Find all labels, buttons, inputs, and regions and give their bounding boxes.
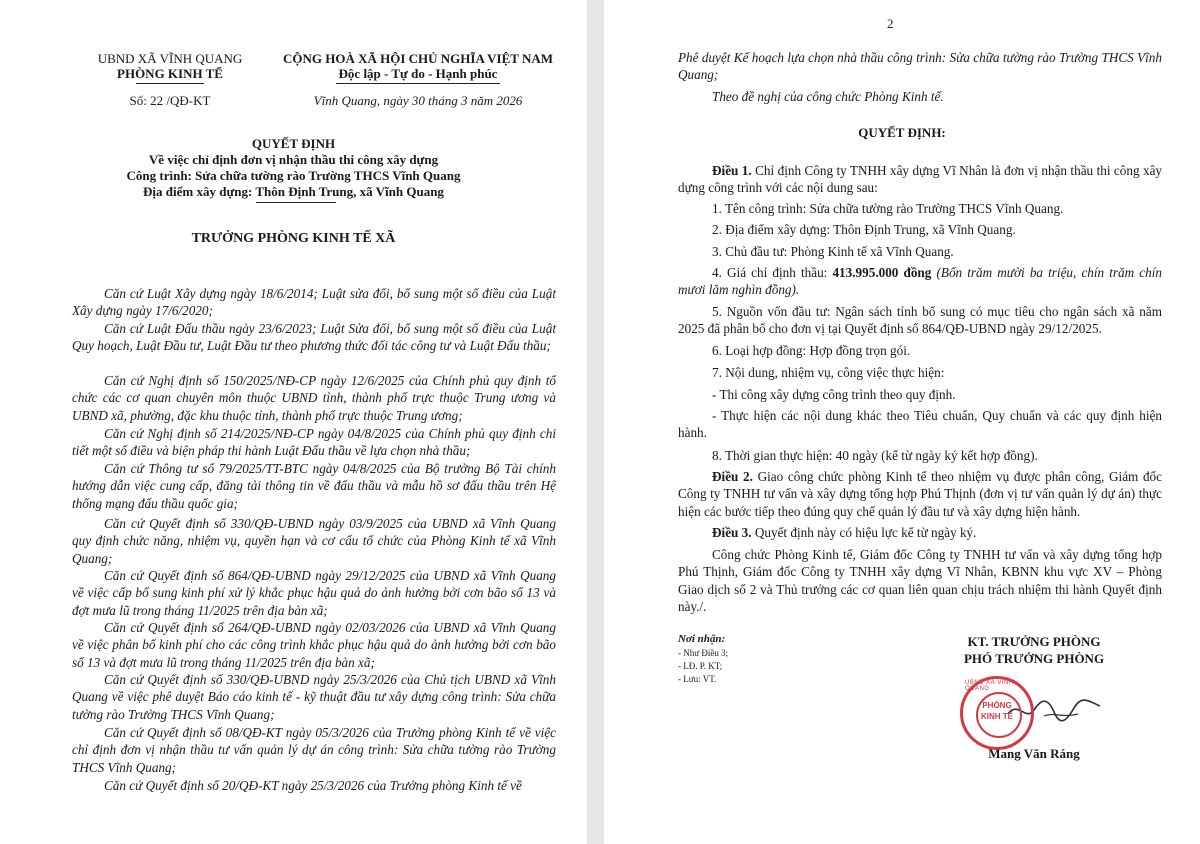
motto: Độc lập - Tự do - Hạnh phúc bbox=[338, 66, 498, 81]
responsibility-paragraph: Công chức Phòng Kinh tế, Giám đốc Công ty TNHH tư vấn và xây dựng tổng hợp Phú Thịnh, Giám đốc Công ty TNHH xây dựng Vĩ Nhân, KBNN khu vực XV – Phòng Giao dịch số 2 và Thủ trưởng các cơ quan liên quan chịu trách nhiệm thi hành Quyết định này./. bbox=[678, 547, 1162, 615]
ground-9: Căn cứ Quyết định số 330/QĐ-UBND ngày 25/3/2026 của Chủ tịch UBND xã Vĩnh Quang về việc phê duyệt Báo cáo kinh tế - kỹ thuật đầu tư xây dựng công trình: Sửa chữa tường rào Trường THCS Vĩnh Quang; bbox=[72, 672, 556, 722]
ground-8: Căn cứ Quyết định số 264/QĐ-UBND ngày 02/03/2026 của UBND xã Vĩnh Quang về việc phân bổ kinh phí cho các công trình khắc phục hậu quả do ảnh hưởng bởi cơn bão số 13 và đợt mưa lũ trong tháng 11/2025 trên địa bàn xã; bbox=[72, 620, 556, 670]
recipient-3: - Lưu: VT. bbox=[678, 674, 717, 684]
ground-10: Căn cứ Quyết định số 08/QĐ-KT ngày 05/3/2026 của Trưởng phòng Kinh tế về việc chỉ định đơn vị nhận thầu tư vấn quản lý dự án công trình: Sửa chữa tường rào Trường THCS Vĩnh Quang; bbox=[72, 725, 556, 775]
item-4-prefix: 4. Giá chỉ định thầu: bbox=[712, 265, 833, 280]
item-6: 6. Loại hợp đồng: Hợp đồng trọn gói. bbox=[712, 343, 911, 358]
motto-underline bbox=[336, 83, 500, 84]
org-underline bbox=[136, 83, 204, 84]
title-underline bbox=[256, 202, 336, 203]
item-4 bbox=[678, 264, 1162, 299]
doc-number: Số: 22 /QĐ-KT bbox=[129, 93, 211, 108]
official-seal bbox=[960, 676, 1034, 750]
ground-1: Căn cứ Luật Xây dựng ngày 18/6/2014; Luật sửa đổi, bổ sung một số điều của Luật Xây dựng ngày 17/6/2020; bbox=[72, 286, 556, 319]
article-3-label: Điều 3. bbox=[712, 525, 752, 540]
sign-line-2: PHÓ TRƯỞNG PHÒNG bbox=[963, 651, 1105, 666]
article-1-text: Chỉ định Công ty TNHH xây dựng Vĩ Nhân là đơn vị nhận thầu thi công xây dựng công trình với các nội dung sau: bbox=[678, 163, 1163, 196]
project-location: Địa điểm xây dựng: Thôn Định Trung, xã Vĩnh Quang bbox=[143, 184, 444, 199]
ground-4: Căn cứ Nghị định số 214/2025/NĐ-CP ngày 04/8/2025 của Chính phủ quy định chi tiết một số điều và biện pháp thi hành Luật Đấu thầu về lựa chọn nhà thầu; bbox=[72, 426, 556, 459]
ground-11: Căn cứ Quyết định số 20/QĐ-KT ngày 25/3/2026 của Trưởng phòng Kinh tế về bbox=[104, 778, 522, 793]
ground-6: Căn cứ Quyết định số 330/QĐ-UBND ngày 03/9/2025 của UBND xã Vĩnh Quang quy định chức năng, nhiệm vụ, quyền hạn và cơ cấu tổ chức của Phòng Kinh tế xã Vĩnh Quang; bbox=[72, 516, 556, 566]
item-4-words: (Bốn trăm mười ba triệu, chín trăm chín mươi lăm nghìn đồng). bbox=[678, 265, 1163, 298]
article-1 bbox=[678, 162, 1162, 197]
continued-ground: Phê duyệt Kế hoạch lựa chọn nhà thầu công trình: Sửa chữa tường rào Trường THCS Vĩnh Quang; bbox=[678, 50, 1162, 83]
seal-text-1: PHÒNG bbox=[982, 701, 1012, 710]
item-8: 8. Thời gian thực hiện: 40 ngày (kể từ ngày ký kết hợp đồng). bbox=[712, 448, 1038, 463]
article-3-text: Quyết định này có hiệu lực kể từ ngày ký. bbox=[751, 525, 977, 540]
ground-7: Căn cứ Quyết định số 864/QĐ-UBND ngày 29/12/2025 của UBND xã Vĩnh Quang về việc cấp bổ sung kinh phí xử lý khắc phục hậu quả do ảnh hưởng bởi cơn bão số 13 và đợt mưa lũ trong tháng 11/2025 trên địa bàn xã; bbox=[72, 568, 556, 618]
document-page-1 bbox=[0, 0, 587, 844]
seal-ring-text: UBND XÃ VĨNH QUANG bbox=[965, 680, 1014, 692]
ground-5: Căn cứ Thông tư số 79/2025/TT-BTC ngày 04/8/2025 của Bộ trưởng Bộ Tài chính hướng dẫn việc cung cấp, đăng tải thông tin về đấu thầu và mẫu hồ sơ đấu thầu trên Hệ thống mạng đấu thầu quốc gia; bbox=[72, 461, 556, 511]
article-3 bbox=[712, 524, 976, 541]
ground-2: Căn cứ Luật Đấu thầu ngày 23/6/2023; Luật Sửa đổi, bổ sung một số điều của Luật Quy hoạch, Luật Đầu tư, Luật Đầu tư theo phương thức đối tác công tư và Luật Đấu thầu; bbox=[72, 321, 556, 354]
article-2-text: Giao công chức phòng Kinh tế theo nhiệm vụ được phân công, Giám đốc Công ty TNHH tư vấn và xây dựng tổng hợp Phú Thịnh (đơn vị tư vấn quản lý dự án) thực hiện các bước tiếp theo đúng quy chế quản lý đầu tư và xây dựng hiện hành. bbox=[678, 469, 1163, 519]
recipients-title: Nơi nhận: bbox=[678, 633, 726, 645]
item-7b: - Thực hiện các nội dung khác theo Tiêu chuẩn, Quy chuẩn và các quy định hiện hành. bbox=[678, 408, 1162, 441]
decision-heading: QUYẾT ĐỊNH: bbox=[858, 125, 946, 140]
org-dept: PHÒNG KINH TẾ bbox=[117, 66, 223, 81]
item-3: 3. Chủ đầu tư: Phòng Kinh tế xã Vĩnh Quang. bbox=[712, 244, 954, 259]
org-top: UBND XÃ VĨNH QUANG bbox=[97, 51, 243, 66]
decision-subject: Về việc chỉ định đơn vị nhận thầu thi công xây dựng bbox=[148, 152, 439, 167]
seal-text-2: KINH TẾ bbox=[981, 712, 1013, 721]
item-1: 1. Tên công trình: Sửa chữa tường rào Trường THCS Vĩnh Quang. bbox=[712, 201, 1064, 216]
page-number: 2 bbox=[887, 16, 894, 31]
article-1-label: Điều 1. bbox=[712, 163, 752, 178]
item-7a: - Thi công xây dựng công trình theo quy định. bbox=[712, 387, 956, 402]
recipient-2: - LĐ. P. KT; bbox=[678, 661, 723, 671]
project-name: Công trình: Sửa chữa tường rào Trường THCS Vĩnh Quang bbox=[126, 168, 461, 183]
place-date: Vĩnh Quang, ngày 30 tháng 3 năm 2026 bbox=[313, 93, 523, 108]
article-2-label: Điều 2. bbox=[712, 469, 753, 484]
decision-title: QUYẾT ĐỊNH bbox=[251, 136, 336, 151]
authority-heading: TRƯỞNG PHÒNG KINH TẾ XÃ bbox=[191, 231, 396, 246]
ground-3: Căn cứ Nghị định số 150/2025/NĐ-CP ngày 12/6/2025 của Chính phủ quy định tổ chức các cơ quan chuyên môn thuộc UBND tỉnh, thành phố trực thuộc Trung ương và UBND xã, phường, đặc khu thuộc tỉnh, thành phố trực thuộc Trung ương; bbox=[72, 373, 556, 423]
document-page-2 bbox=[604, 0, 1200, 844]
sign-line-1: KT. TRƯỞNG PHÒNG bbox=[967, 634, 1101, 649]
article-2 bbox=[678, 468, 1162, 520]
nation-heading: CỘNG HOÀ XÃ HỘI CHỦ NGHĨA VIỆT NAM bbox=[282, 51, 554, 66]
signer-name: Mang Văn Ráng bbox=[988, 746, 1080, 761]
item-7: 7. Nội dung, nhiệm vụ, công việc thực hiện: bbox=[712, 365, 945, 380]
proposal-line: Theo đề nghị của công chức Phòng Kinh tế. bbox=[712, 89, 944, 104]
recipient-1: - Như Điều 3; bbox=[678, 648, 729, 658]
item-5: 5. Nguồn vốn đầu tư: Ngân sách tỉnh bổ sung có mục tiêu cho ngân sách xã năm 2025 đã phân bổ cho đơn vị tại Quyết định số 864/QĐ-UBND ngày 29/12/2025. bbox=[678, 304, 1162, 337]
item-2: 2. Địa điểm xây dựng: Thôn Định Trung, xã Vĩnh Quang. bbox=[712, 222, 1016, 237]
item-4-amount: 413.995.000 đồng bbox=[832, 265, 932, 280]
